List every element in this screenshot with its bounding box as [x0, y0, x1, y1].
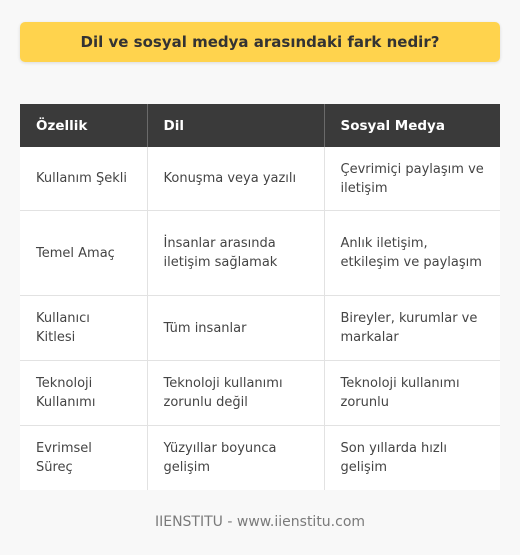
table-row — [20, 361, 500, 426]
table-row — [20, 211, 500, 296]
table-row — [20, 296, 500, 361]
cell-feature: Temel Amaç — [20, 211, 147, 296]
title-banner — [20, 22, 500, 62]
cell-language: Konuşma veya yazılı — [147, 147, 324, 211]
cell-social-media: Son yıllarda hızlı gelişim — [340, 441, 447, 475]
header-feature: Özellik — [20, 104, 147, 147]
header-social-media: Sosyal Medya — [324, 104, 500, 147]
cell-social-media: Teknoloji kullanımı zorunlu — [324, 361, 500, 426]
cell-social-media: Bireyler, kurumlar ve markalar — [324, 296, 500, 361]
cell-language: Tüm insanlar — [147, 296, 324, 361]
cell-language: Teknoloji kullanımı zorunlu değil — [147, 361, 324, 426]
table-row — [20, 426, 500, 491]
cell-feature: Kullanıcı Kitlesi — [20, 296, 147, 361]
table-header-row — [20, 104, 500, 147]
table-row — [20, 147, 500, 211]
page-title: Dil ve sosyal medya arasındaki fark nedir? — [80, 32, 440, 51]
cell-social-media: Anlık iletişim, etkileşim ve paylaşım — [324, 211, 500, 296]
cell-language: İnsanlar arasında iletişim sağlamak — [147, 211, 324, 296]
cell-social-media: Çevrimiçi paylaşım ve iletişim — [324, 147, 500, 211]
header-language: Dil — [147, 104, 324, 147]
cell-feature: Teknoloji Kullanımı — [20, 361, 147, 426]
comparison-table — [20, 104, 500, 490]
cell-language: Yüzyıllar boyunca gelişim — [147, 426, 324, 491]
cell-feature: Evrimsel Süreç — [20, 426, 147, 491]
cell-feature: Kullanım Şekli — [20, 147, 147, 211]
footer-credit: IIENSTITU - www.iienstitu.com — [154, 514, 366, 530]
